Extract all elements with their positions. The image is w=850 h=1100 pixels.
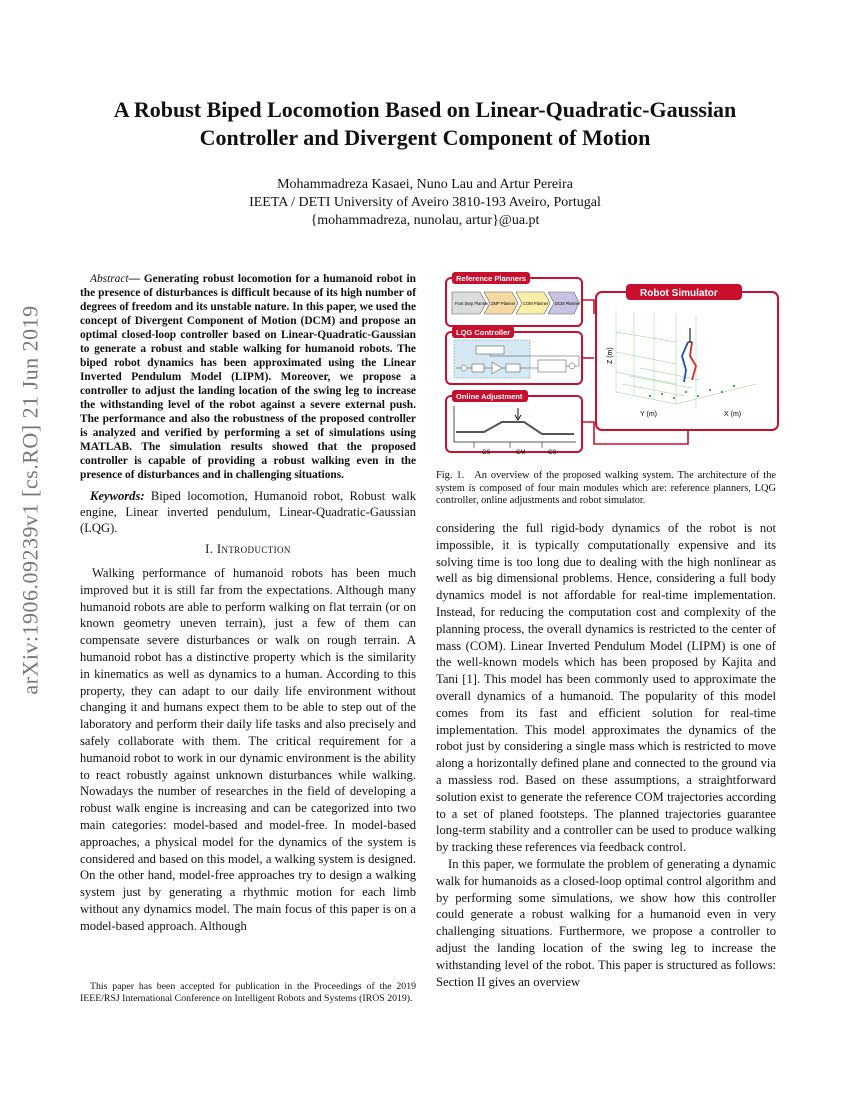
simulator-grid — [616, 312, 756, 408]
figure-1 — [444, 272, 780, 462]
connector-planners-sim — [582, 300, 594, 314]
com-planner-label: COM Planner — [523, 301, 549, 306]
author-affiliation: IEETA / DETI University of Aveiro 3810-193 Aveiro, Portugal — [249, 195, 601, 210]
planner-dcm — [548, 292, 581, 314]
robot-leg-left — [682, 342, 688, 382]
kalman-filter-block — [476, 346, 504, 354]
author-email: {mohammadreza, nunolau, artur}@ua.pt — [310, 213, 540, 228]
y-axis-label: Y (m) — [640, 411, 657, 418]
zmp-planner-label: ZMP Planner — [491, 301, 516, 306]
phase-label-cs-2: CS — [548, 450, 557, 456]
z-axis-label: Z (m) — [607, 347, 614, 364]
planner-foot-step — [452, 292, 489, 314]
section-heading-introduction: I. Introduction — [205, 542, 291, 556]
title-line-2: Controller and Divergent Component of Motion — [199, 125, 651, 150]
foot-step-planner-label: Foot Step Planner — [455, 301, 489, 306]
abstract-label: Abstract — [90, 273, 129, 285]
intro-paragraph-2: In this paper, we formulate the problem of generating a dynamic walk for humanoids as a closed-loop optimal control algorithm and by performing some simulations, we show how this controller could generate a robust walking for a humanoid even in very challenging situations. Furthermore, we propose a controller to adjust the landing location of the swing leg to increase the withstanding level of the robot. This paper is structured as follows: Section II gives an overview — [436, 856, 776, 989]
abstract-separator: — — [128, 273, 144, 285]
right-column — [436, 520, 776, 990]
footstep-markers — [649, 385, 735, 399]
push-arrow — [515, 408, 521, 420]
footnote: This paper has been accepted for publication in the Proceedings of the 2019 IEEE/RSJ International Conference on Intelligent Robots and Systems (IROS 2019). — [80, 981, 416, 1004]
system-overview-diagram — [444, 272, 780, 462]
intro-paragraph-1: Walking performance of humanoid robots has been much improved but it is still far from the expectations. Although many humanoid robots are able to perform walking on flat terrain (or on known geometry uneven terrain), just a few of them can compensate severe disturbances or walk on rough terrain. A humanoid robot has a distinctive property which is the similarity in kinematics as well as dynamics to a human. According to this property, they can adapt to our daily life environment without changing it and humans expect them to be able to step out of the laboratory and perform their daily life tasks and also precisely and safely collaborate with them. The critical requirement for a humanoid robot to work in our dynamic environment is the ability to react robustly against unknown disturbances while walking. Nowadays the number of researches in the field of developing a robust walk engine is increasing and can be categorized into two main categories: model-based and model-free. In model-based approaches, a physical model for the dynamics of the system is considered and based on this model, a walking system is designed. On the other hand, model-free approaches try to design a walking system just by generating a rhythmic motion for each limb without any dynamics model. The main focus of this paper is on a model-based approach. Although — [80, 566, 416, 933]
paper-title — [60, 96, 790, 152]
phase-separators — [474, 442, 542, 448]
intro-paragraph-1-continued: considering the full rigid-body dynamics of the robot is not impossible, it is typically computationally expensive and its solving time is too long due to dealing with the high nonlinear as well as big dimensional problems. Hence, considering a full body dynamics model is not affordable for real-time implementation. Instead, for reducing the computation cost and complexity of the planning process, the overall dynamics is restricted to the center of mass (COM). Linear Inverted Pendulum Model (LIPM) is one of the well-known models which has been proposed by Kajita and Tani [1]. This model has been commonly used to approximate the overall dynamics of a humanoid. The popularity of this model comes from its fast and efficient solution for real-time implementation. This model approximates the dynamics of the robot just by considering a single mass which is restricted to move along a horizontally defined plane and connected to the ground via a massless rod. Based on these assumptions, a straightforward solution exist to generate the reference COM trajectories according to a set of planed footsteps. The planned trajectories guarantee long-term stability and a controller can be used to produce walking by tracking these references via feedback control. — [436, 521, 776, 855]
lqg-controller-title: LQG Controller — [456, 328, 511, 337]
figure-caption — [436, 470, 776, 508]
lipm-dynamics-block — [538, 360, 566, 372]
connector-adjust-sim — [582, 422, 688, 444]
planner-com — [516, 292, 550, 314]
phase-label-cm: CM — [516, 450, 526, 456]
arxiv-sidebar-stamp — [14, 300, 48, 700]
left-column — [80, 272, 416, 935]
sum-junction-1 — [461, 365, 467, 371]
adjust-axes — [454, 406, 576, 442]
robot-simulator-title: Robot Simulator — [640, 288, 718, 299]
integrator-block — [506, 364, 520, 372]
x-axis-label: X (m) — [724, 411, 742, 418]
keywords-text: Biped locomotion, Humanoid robot, Robust walk engine, Linear inverted pendulum, Linear-Quadratic-Gaussian (LQG). — [80, 489, 416, 535]
title-line-1: A Robust Biped Locomotion Based on Linear-Quadratic-Gaussian — [113, 97, 737, 122]
dcm-planner-label: DCM Planner — [555, 301, 581, 306]
figure-caption-text: An overview of the proposed walking system. The architecture of the system is composed of four main modules which are: reference planners, LQG controller, online adjustments and robot simulator. — [436, 470, 777, 507]
keywords — [80, 488, 416, 536]
online-adjustment-box — [446, 396, 582, 452]
sum-junction-2 — [569, 363, 575, 369]
robot-leg-right — [690, 342, 696, 380]
reference-planners-title: Reference Planners — [456, 274, 527, 283]
gain-block-1 — [472, 364, 484, 372]
arxiv-id: arXiv:1906.09239v1 [cs.RO] 21 Jun 2019 — [18, 305, 43, 695]
phase-label-cs-1: CS — [482, 450, 491, 456]
abstract — [80, 272, 416, 482]
planner-zmp — [484, 292, 518, 314]
keywords-label: Keywords: — [90, 489, 145, 503]
robot-torso — [688, 328, 692, 342]
figure-caption-label: Fig. 1. — [436, 470, 465, 481]
author-block — [160, 176, 690, 230]
robot-simulator-box — [596, 292, 778, 430]
online-adjustment-title: Online Adjustment — [456, 392, 523, 401]
dcm-adjust-trajectory — [456, 422, 574, 434]
abstract-text: Generating robust locomotion for a humanoid robot in the presence of disturbances is difficult because of its high number of degrees of freedom and its unstable nature. In this paper, we used the concept of Divergent Component of Motion (DCM) and propose an optimal closed-loop controller based on Linear-Quadratic-Gaussian to generate a robust and stable walking for humanoid robots. The biped robot dynamics has been approximated using the Linear Inverted Pendulum Model (LIPM). Moreover, we propose a controller to adjust the landing location of the swing leg to increase the withstanding level of the robot against a severe external push. The performance and also the robustness of the proposed controller is analyzed and verified by performing a set of simulations using MATLAB. The simulation results showed that the proposed controller is capable of providing a robust walking even in the presence of disturbances and in challenging situations. — [80, 273, 416, 481]
author-names: Mohammadreza Kasaei, Nuno Lau and Artur Pereira — [277, 177, 573, 192]
